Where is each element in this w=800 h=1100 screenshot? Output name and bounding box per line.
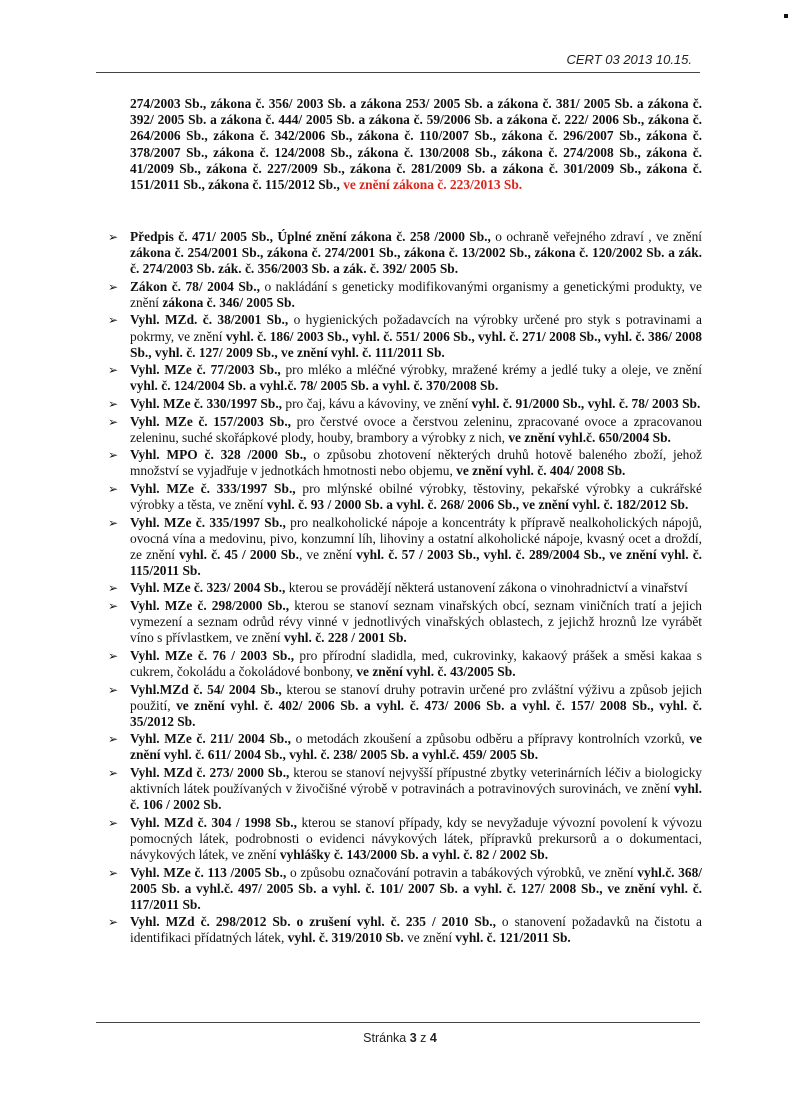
page-footer bbox=[0, 1031, 800, 1045]
item-reference: Vyhl. MZd č. 304 / 1998 Sb., bbox=[130, 814, 297, 830]
bullet-arrow-icon: ➢ bbox=[108, 396, 119, 411]
item-reference: vyhl. č. 57 / 2003 Sb., vyhl. č. 289/2004 Sb., ve znění vyhl. č. 115/2011 Sb. bbox=[130, 546, 702, 578]
item-reference: Vyhl. MZe č. 113 /2005 Sb., bbox=[130, 864, 287, 880]
list-item bbox=[108, 279, 702, 311]
item-reference: vyhl.č. 368/ 2005 Sb. a vyhl.č. 497/ 2005 Sb. a vyhl. č. 101/ 2007 Sb. a vyhl. č. 127/ 2008 Sb., ve znění vyhl. č. 117/2011 Sb. bbox=[130, 864, 702, 912]
bullet-arrow-icon: ➢ bbox=[108, 599, 119, 614]
bullet-arrow-icon: ➢ bbox=[108, 515, 119, 530]
item-reference: vyhl. č. 121/2011 Sb. bbox=[455, 930, 571, 946]
item-reference: vyhl. č. 186/ 2003 Sb., vyhl. č. 551/ 2006 Sb., vyhl. č. 271/ 2008 Sb., vyhl. č. 386/ 2008 Sb., vyhl. č. 127/ 2009 Sb., ve znění vyhl. č. 111/2011 Sb. bbox=[130, 328, 702, 360]
item-reference: zákona č. 346/ 2005 Sb. bbox=[162, 294, 295, 310]
bullet-arrow-icon: ➢ bbox=[108, 682, 119, 697]
item-reference: ve znění vyhl.č. 650/2004 Sb. bbox=[508, 429, 671, 445]
item-reference: ve znění vyhl. č. 43/2005 Sb. bbox=[356, 663, 516, 679]
page-of: z bbox=[416, 1031, 430, 1045]
item-reference: ve znění vyhl. č. 611/ 2004 Sb., vyhl. č. 238/ 2005 Sb. a vyhl.č. 459/ 2005 Sb. bbox=[130, 731, 702, 763]
item-reference: Vyhl. MZe č. 77/2003 Sb., bbox=[130, 362, 281, 378]
bullet-arrow-icon: ➢ bbox=[108, 481, 119, 496]
item-text: o hygienických požadavcích na výrobky určené pro styk s potravinami a pokrmy, ve znění bbox=[130, 312, 702, 344]
item-text: kterou se stanoví seznam vinařských obcí, seznam viničních tratí a jejich vymezení a seznam odrůd révy vinné v jednotlivých vinařských oblastech, z jejichž hroznů lze vyrábět víno s přívlastkem, ve znění bbox=[130, 598, 702, 646]
page-label: Stránka bbox=[363, 1031, 410, 1045]
item-reference: Vyhl. MZd č. 273/ 2000 Sb., bbox=[130, 765, 290, 780]
item-reference: vyhl. č. 93 / 2000 Sb. a vyhl. č. 268/ 2006 Sb., ve znění vyhl. č. 182/2012 Sb. bbox=[266, 497, 689, 512]
item-text: kterou se stanoví případy, kdy se nevyžaduje vývozní povolení k vývozu pomocných látek, podrobnosti o evidenci návykových látek, přípravků prekursorů a o dokumentaci, návykových látek, ve znění bbox=[130, 814, 702, 862]
list-item bbox=[108, 731, 702, 763]
list-item bbox=[108, 229, 702, 277]
item-text: pro čaj, kávu a kávoviny, ve znění bbox=[282, 395, 472, 411]
bullet-arrow-icon: ➢ bbox=[108, 230, 119, 244]
bullet-arrow-icon: ➢ bbox=[108, 363, 119, 378]
item-reference: Vyhl. MZe č. 211/ 2004 Sb., bbox=[130, 731, 291, 747]
page-total: 4 bbox=[429, 1031, 437, 1045]
item-reference: Vyhl. MZd č. 298/2012 Sb. o zrušení vyhl. č. 235 / 2010 Sb., bbox=[130, 914, 496, 930]
item-reference: Vyhl. MZe č. 330/1997 Sb., bbox=[130, 395, 283, 411]
bullet-arrow-icon: ➢ bbox=[108, 448, 119, 463]
bullet-arrow-icon: ➢ bbox=[108, 581, 119, 596]
list-item bbox=[108, 515, 702, 579]
item-reference: Vyhl. MZe č. 76 / 2003 Sb., bbox=[130, 647, 295, 663]
item-reference: Vyhl. MZe č. 298/2000 Sb., bbox=[130, 598, 290, 614]
bullet-arrow-icon: ➢ bbox=[108, 414, 119, 429]
item-text: o stanovení požadavků na čistotu a identifikaci přídatných látek, bbox=[130, 914, 702, 946]
footer-divider bbox=[96, 1022, 700, 1023]
item-text: o ochraně veřejného zdraví , ve znění bbox=[490, 229, 702, 244]
list-item bbox=[108, 447, 702, 479]
item-reference: Předpis č. 471/ 2005 Sb., Úplné znění zákona č. 258 /2000 Sb., bbox=[130, 229, 491, 244]
bullet-arrow-icon: ➢ bbox=[108, 732, 119, 747]
item-reference: Vyhl.MZd č. 54/ 2004 Sb., bbox=[130, 681, 282, 697]
bullet-arrow-icon: ➢ bbox=[108, 865, 119, 880]
item-reference: Vyhl. MZe č. 333/1997 Sb., bbox=[130, 480, 296, 496]
item-text: pro přírodní sladidla, med, cukrovinky, kakaový prášek a směsi kakaa s cukrem, čokoládu a čokoládové bonbony, bbox=[130, 647, 702, 679]
list-item bbox=[108, 914, 702, 946]
item-text: , ve znění bbox=[298, 546, 357, 562]
document-code: CERT 03 2013 10.15. bbox=[566, 52, 692, 67]
item-text: o nakládání s geneticky modifikovanými organismy a genetickými produkty, ve znění bbox=[130, 278, 702, 310]
legislation-list bbox=[108, 229, 702, 948]
item-reference: zákona č. 254/2001 Sb., zákona č. 274/2001 Sb., zákona č. 13/2002 Sb., zákona č. 120/2002 Sb. a zák. č. 274/2003 Sb. zák. č. 356/2003 Sb. a zák. č. 392/ 2005 Sb. bbox=[130, 245, 702, 277]
bullet-arrow-icon: ➢ bbox=[108, 648, 119, 663]
item-text: o způsobu zhotovení některých druhů hotově baleného zboží, jehož množství se vyjadřuje v jednotkách hmotnosti nebo objemu, bbox=[130, 447, 703, 479]
item-reference: vyhl. č. 91/2000 Sb., vyhl. č. 78/ 2003 Sb. bbox=[471, 395, 701, 411]
item-reference: vyhlášky č. 143/2000 Sb. a vyhl. č. 82 / 2002 Sb. bbox=[279, 846, 549, 862]
list-item bbox=[108, 312, 702, 360]
item-reference: vyhl. č. 319/2010 Sb. bbox=[287, 930, 404, 946]
item-text: kterou se provádějí některá ustanovení zákona o vinohradnictví a vinařství bbox=[285, 580, 688, 596]
item-text: o metodách zkoušení a způsobu odběru a přípravy kontrolních vzorků, bbox=[290, 731, 690, 747]
list-item bbox=[108, 580, 702, 596]
item-reference: vyhl. č. 45 / 2000 Sb. bbox=[179, 546, 299, 562]
item-reference: Vyhl. MZe č. 157/2003 Sb., bbox=[130, 413, 292, 429]
list-item bbox=[108, 682, 702, 730]
list-item bbox=[108, 481, 702, 513]
item-text: kterou se stanoví nejvyšší přípustné zbytky veterinárních léčiv a biologicky aktivních látek používaných v živočišné výrobě v potravinách a potravinových surovinách, ve znění bbox=[130, 765, 702, 797]
list-item bbox=[108, 865, 702, 913]
header-divider bbox=[96, 72, 700, 73]
bullet-arrow-icon: ➢ bbox=[108, 915, 119, 930]
item-reference: Zákon č. 78/ 2004 Sb., bbox=[130, 278, 260, 294]
scan-mark bbox=[784, 14, 788, 18]
list-item bbox=[108, 815, 702, 863]
bullet-arrow-icon: ➢ bbox=[108, 313, 119, 328]
item-text: pro mlýnské obilné výrobky, těstoviny, pekařské výrobky a cukrářské výrobky a těsta, ve znění bbox=[130, 480, 702, 512]
item-reference: Vyhl. MZe č. 323/ 2004 Sb., bbox=[130, 580, 286, 596]
bullet-arrow-icon: ➢ bbox=[108, 279, 119, 294]
item-text: pro nealkoholické nápoje a koncentráty k přípravě nealkoholických nápojů, ovocná vína a medovinu, pivo, konzumní líh, lihoviny a ostatní alkoholické nápoje, kvasný ocet a droždí, ze znění bbox=[130, 514, 702, 562]
list-item bbox=[108, 765, 702, 813]
item-reference: vyhl. č. 228 / 2001 Sb. bbox=[283, 630, 407, 646]
bullet-arrow-icon: ➢ bbox=[108, 766, 119, 780]
list-item bbox=[108, 362, 702, 394]
item-text: o způsobu označování potravin a tabákových výrobků, ve znění bbox=[286, 864, 638, 880]
item-text: kterou se stanoví druhy potravin určené pro zvláštní výživu a způsob jejich použití, bbox=[130, 681, 702, 713]
list-item bbox=[108, 396, 702, 412]
item-reference: Vyhl. MZd. č. 38/2001 Sb., bbox=[130, 312, 289, 328]
list-item bbox=[108, 598, 702, 646]
list-item bbox=[108, 414, 702, 446]
item-reference: vyhl. č. 124/2004 Sb. a vyhl.č. 78/ 2005 Sb. a vyhl. č. 370/2008 Sb. bbox=[130, 378, 499, 394]
amendment-highlight: ve znění zákona č. 223/2013 Sb. bbox=[339, 177, 523, 193]
item-text: ve znění bbox=[403, 930, 456, 946]
item-reference: vyhl. č. 106 / 2002 Sb. bbox=[130, 781, 702, 813]
item-reference: Vyhl. MPO č. 328 /2000 Sb., bbox=[130, 447, 307, 463]
item-text: pro čerstvé ovoce a čerstvou zeleninu, zpracované ovoce a zpracovanou zeleninu, suché skořápkové plody, houby, brambory a výrobky z nich, bbox=[130, 413, 702, 445]
page-number: 3 bbox=[409, 1031, 417, 1045]
item-reference: ve znění vyhl. č. 402/ 2006 Sb. a vyhl. č. 473/ 2006 Sb. a vyhl. č. 157/ 2008 Sb., vyhl. č. 35/2012 Sb. bbox=[130, 697, 702, 729]
item-reference: Vyhl. MZe č. 335/1997 Sb., bbox=[130, 514, 286, 530]
bullet-arrow-icon: ➢ bbox=[108, 815, 119, 830]
continued-text: 274/2003 Sb., zákona č. 356/ 2003 Sb. a zákona 253/ 2005 Sb. a zákona č. 381/ 2005 Sb. a zákona č. 392/ 2005 Sb. a zákona č. 444/ 2005 Sb. a zákona č. 59/2006 Sb. a zákona č. 222/ 2006 Sb., zákona č. 264/2006 Sb., zákona č. 342/2006 Sb., zákona č. 110/2007 Sb., zákona č. 296/2007 Sb., zákona č. 378/2007 Sb., zákona č. 124/2008 Sb., zákona č. 130/2008 Sb., zákona č. 274/2008 Sb., zákona č. 41/2009 Sb., zákona č. 227/2009 Sb., zákona č. 281/2009 Sb. a zákona č. 301/2009 Sb., zákona č. 151/2011 Sb., zákona č. 115/2012 Sb., bbox=[130, 96, 702, 193]
list-item bbox=[108, 648, 702, 680]
continued-paragraph bbox=[130, 96, 702, 193]
item-reference: ve znění vyhl. č. 404/ 2008 Sb. bbox=[456, 463, 626, 479]
item-text: pro mléko a mléčné výrobky, mražené krémy a jedlé tuky a oleje, ve znění bbox=[280, 362, 703, 378]
